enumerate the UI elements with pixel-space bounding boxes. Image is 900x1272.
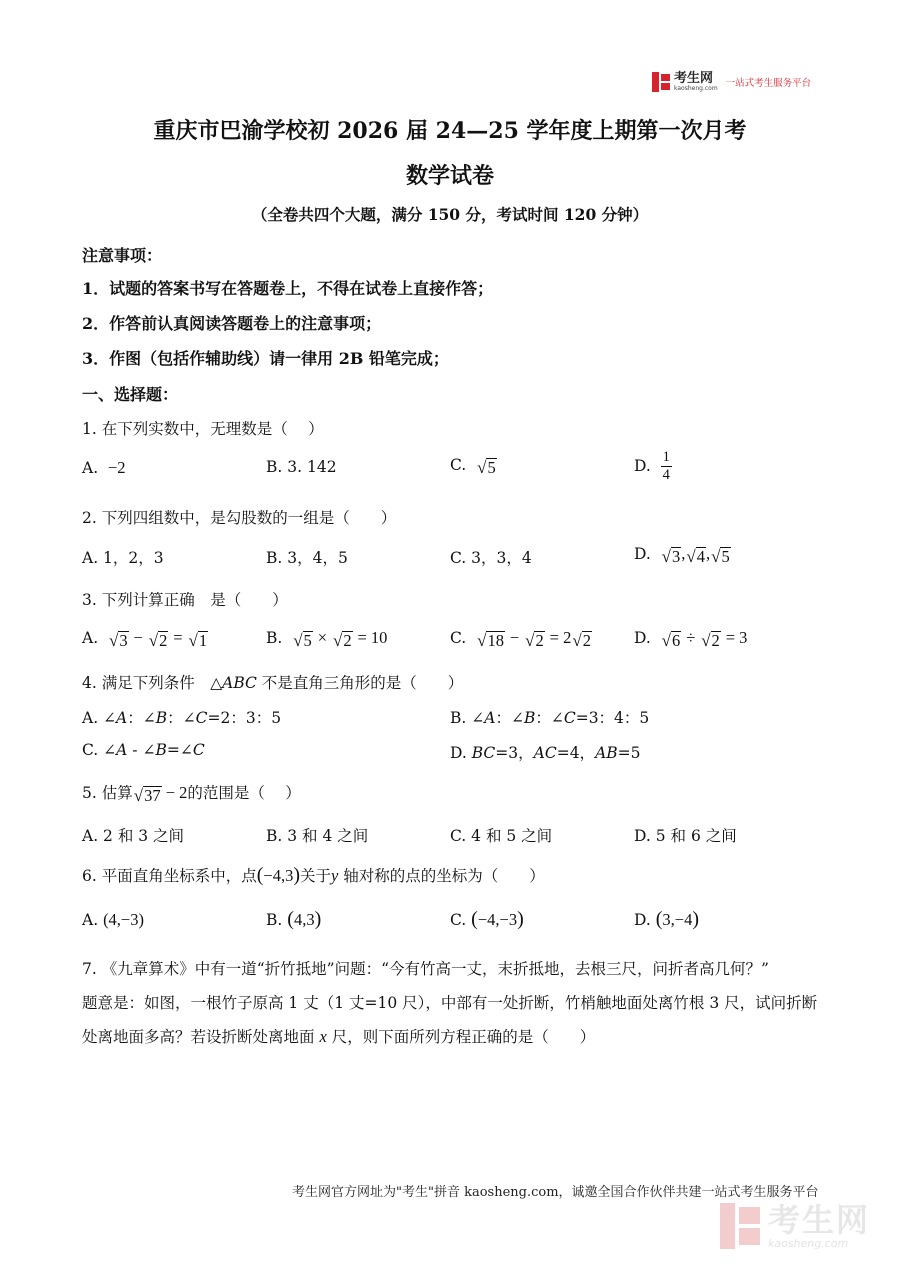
q1-option-a[interactable]: A. −2 [82,458,126,477]
question-7-line: 处离地面多高？若设折断处离地面 x 尺，则下面所列方程正确的是（ ） [82,1027,596,1046]
question-7-line: 7. 《九章算术》中有一道“折竹抵地”问题：“今有竹高一丈，末折抵地，去根三尺，问折者高几何？” [82,960,769,978]
question-1-stem: 1. 在下列实数中，无理数是（ ） [82,420,324,438]
sqrt-expression: √ 37 [133,785,161,805]
q3-option-a[interactable]: A. √ 3 − √ 2 = √ 1 [82,628,208,650]
q1-option-c[interactable]: C. √ 5 [450,456,496,477]
q2-option-a[interactable]: A. 1，2，3 [82,549,164,567]
fraction: $\frac{1}{4}$ [662,449,670,483]
q2-option-b[interactable]: B. 3，4，5 [266,549,348,567]
section-heading: 一、选择题： [82,385,179,404]
logo-icon [652,72,670,92]
note-item: 3．作图（包括作辅助线）请一律用 2B 铅笔完成； [82,349,449,368]
watermark-icon [720,1203,760,1249]
q4-option-b[interactable]: B. ∠A：∠B：∠C=3：4：5 [450,709,650,727]
watermark-domain: kaosheng.com [768,1236,849,1250]
question-7-line: 题意是：如图，一根竹子原高 1 丈（1 丈=10 尺），中部有一处折断，竹梢触地面处离竹根 3 尺，试问折断 [82,994,818,1012]
q2-option-d[interactable]: D. √ 3 , √ 4 , √ 5 [634,544,730,566]
q3-option-d[interactable]: D. √ 6 ÷ √ 2 = 3 [634,628,748,650]
q4-option-c[interactable]: C. ∠A - ∠B=∠C [82,741,205,759]
q3-option-b[interactable]: B. √ 5 × √ 2 = 10 [266,628,388,650]
note-item: 1．试题的答案书写在答题卷上，不得在试卷上直接作答； [82,279,494,298]
logo-slogan: 一站式考生服务平台 [725,78,812,89]
q4-option-a[interactable]: A. ∠A：∠B：∠C=2：3：5 [82,709,282,727]
q1-option-b[interactable]: B. 3. 142 [266,458,337,476]
exam-subject: 数学试卷 [405,163,494,189]
q5-option-b[interactable]: B. 3 和 4 之间 [266,827,369,845]
q6-option-b[interactable]: B. (4,3) [266,908,322,930]
q1-option-d[interactable]: D. $\frac{1}{4}$ [634,449,670,483]
q6-option-d[interactable]: D. (3,−4) [634,908,700,930]
q5-option-d[interactable]: D. 5 和 6 之间 [634,827,737,845]
watermark-logo [720,1200,871,1250]
exam-title: 重庆市巴渝学校初 2026 届 24—25 学年度上期第一次月考 [153,118,747,144]
sqrt-expression: √ 5 [477,457,496,477]
logo-domain: kaosheng.com [674,85,718,92]
q5-option-c[interactable]: C. 4 和 5 之间 [450,827,553,845]
q5-option-a[interactable]: A. 2 和 3 之间 [82,827,185,845]
logo-name: 考生网 [674,71,714,86]
question-2-stem: 2. 下列四组数中，是勾股数的一组是（ ） [82,509,397,527]
notes-heading: 注意事项： [82,246,163,265]
question-5-stem: 5. 估算 √ 37 − 2的范围是（ ） [82,783,301,805]
q2-option-c[interactable]: C. 3，3，4 [450,549,532,567]
q6-option-c[interactable]: C. (−4,−3) [450,908,524,930]
watermark-name: 考生网 [768,1200,871,1239]
q3-option-c[interactable]: C. √ 18 − √ 2 = 2 √ 2 [450,628,591,650]
footer-text: 考生网官方网址为"考生"拼音 kaosheng.com，诚邀全国合作伙伴共建一站式考生服务平台 [292,1185,819,1200]
q4-option-d[interactable]: D. BC=3，AC=4，AB=5 [450,744,641,762]
brand-logo [652,70,811,94]
question-4-stem: 4. 满足下列条件 △ABC 不是直角三角形的是（ ） [82,674,464,692]
note-item: 2．作答前认真阅读答题卷上的注意事项； [82,314,382,333]
question-3-stem: 3. 下列计算正确 是（ ） [82,591,288,609]
q6-option-a[interactable]: A. (4,−3) [82,910,144,929]
exam-info: （全卷共四个大题，满分 150 分，考试时间 120 分钟） [251,205,649,224]
question-6-stem: 6. 平面直角坐标系中，点(−4,3)关于y 轴对称的点的坐标为（ ） [82,864,545,886]
